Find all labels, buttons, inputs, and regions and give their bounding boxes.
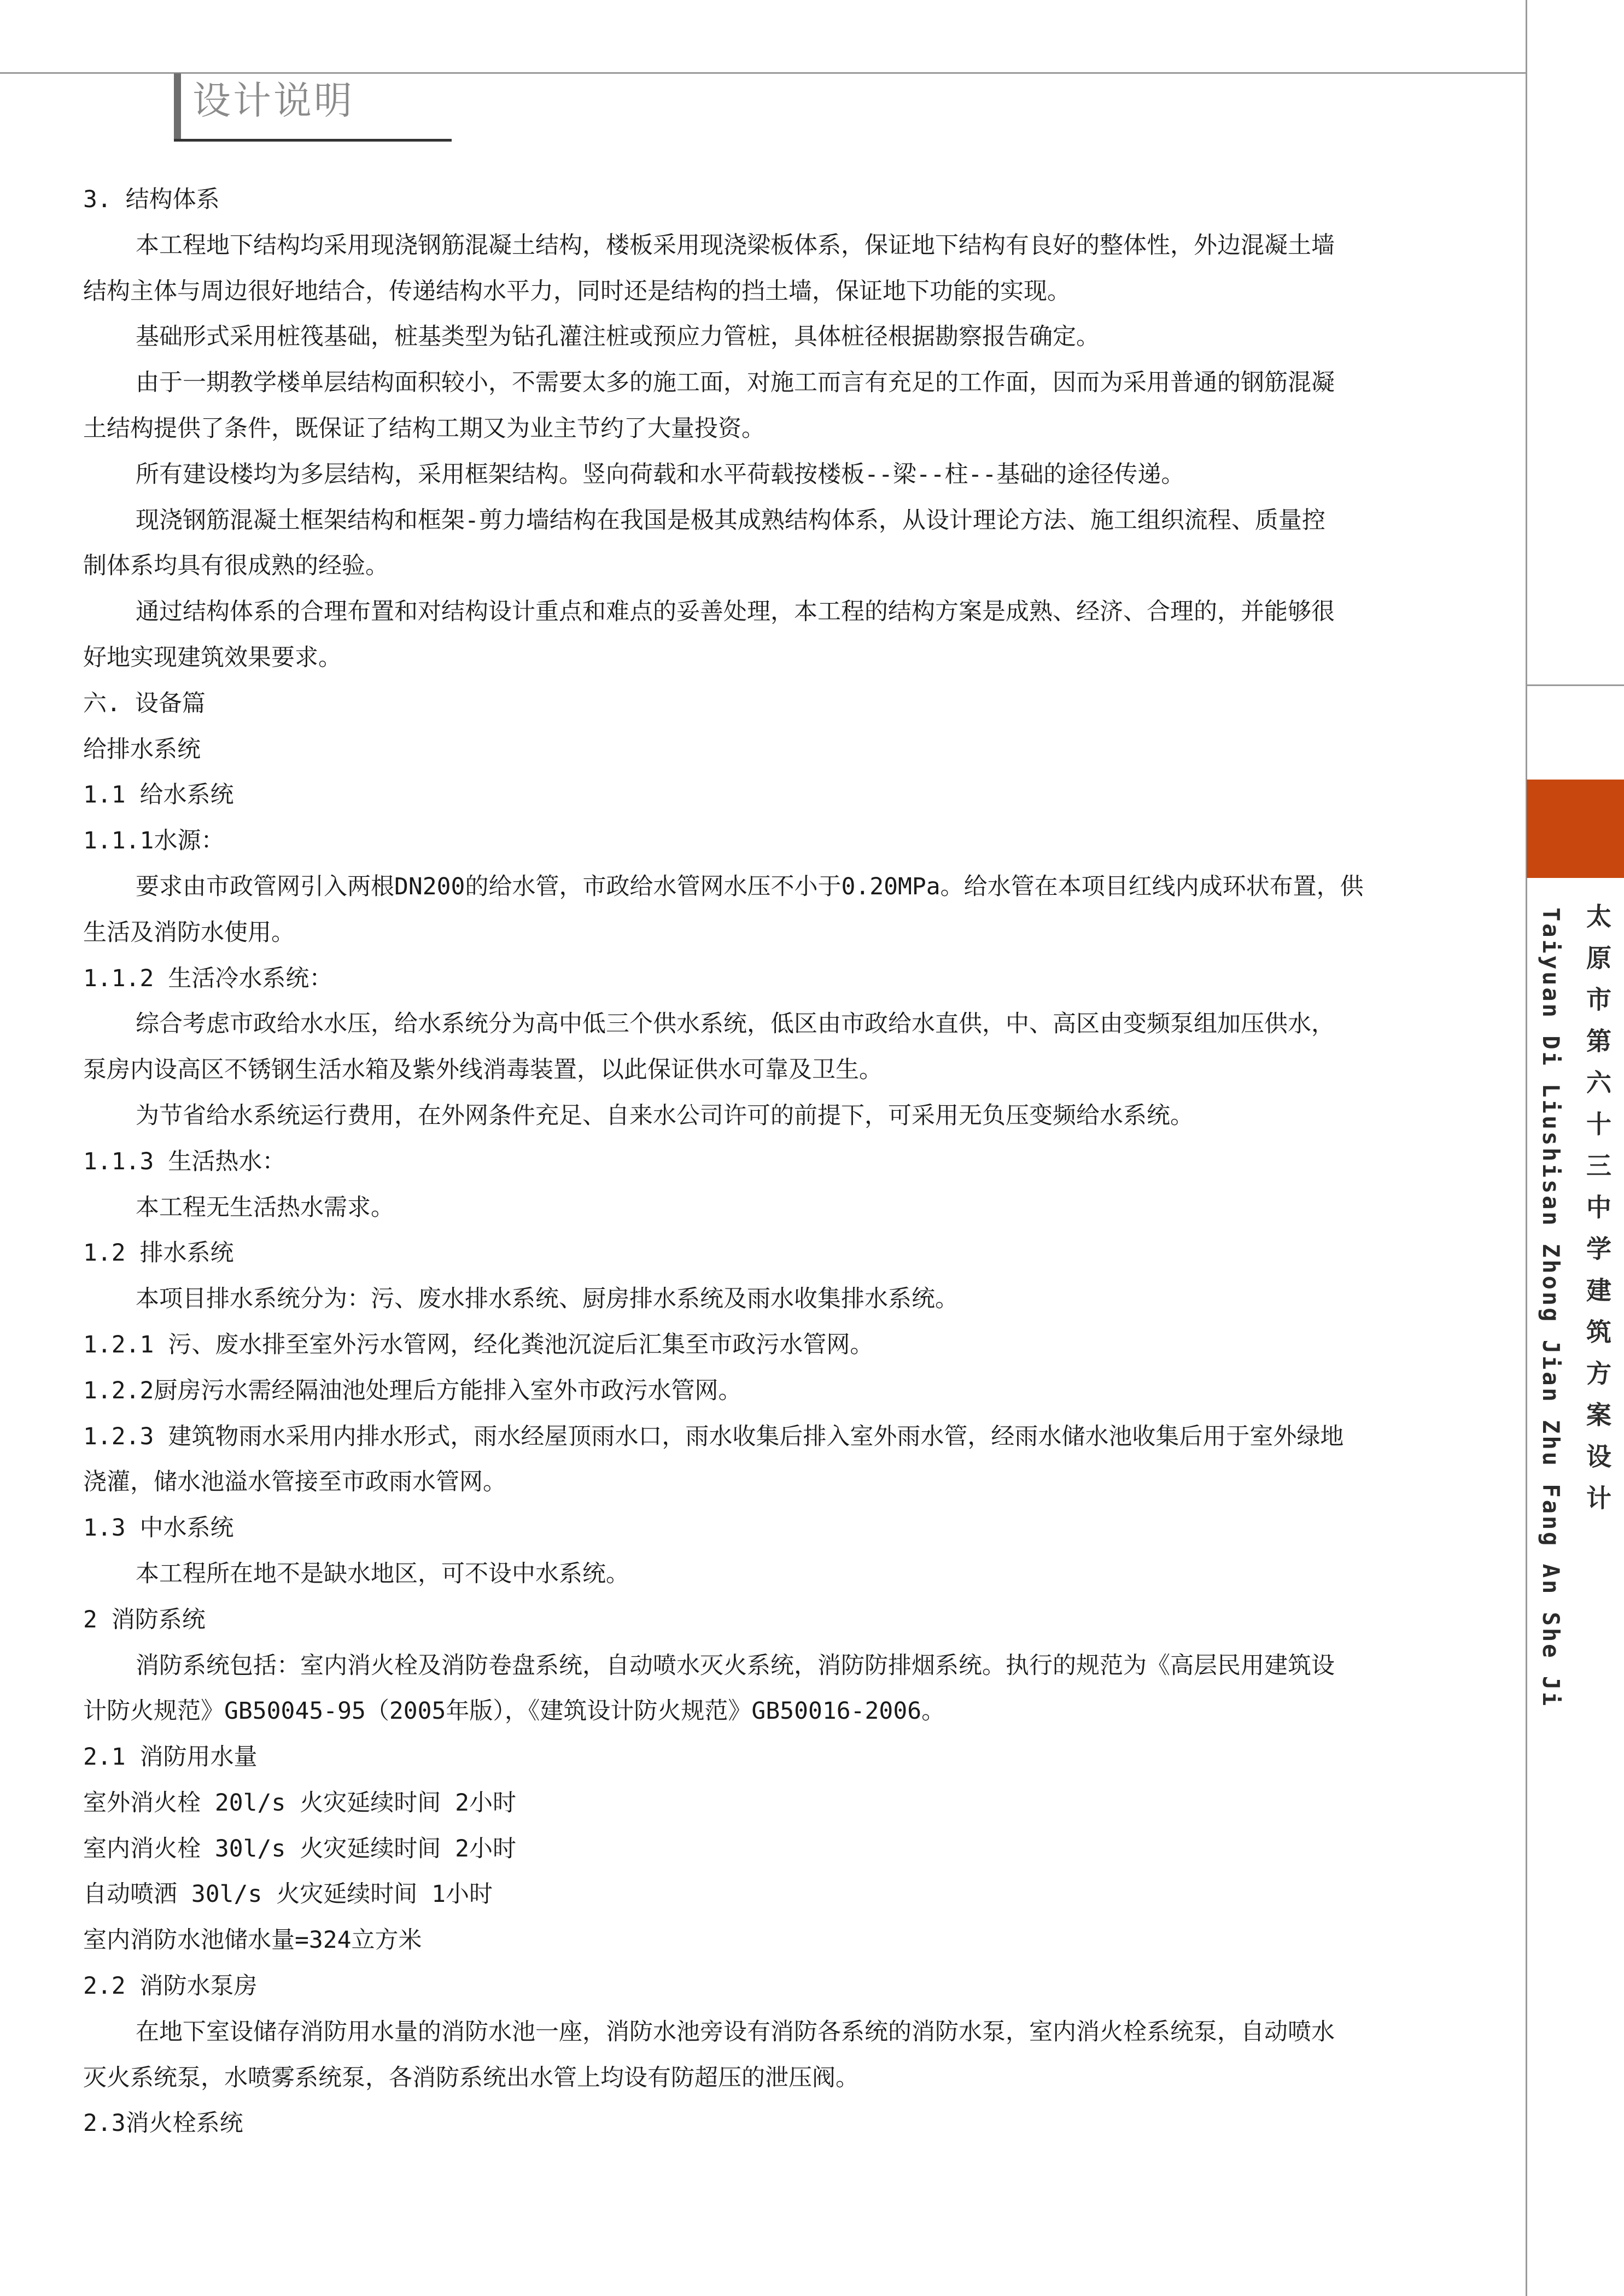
text-line: 好地实现建筑效果要求。 (83, 643, 342, 671)
text-line: 1.2.1 污、废水排至室外污水管网，经化粪池沉淀后汇集至市政污水管网。 (83, 1331, 874, 1358)
body-text (83, 177, 1483, 2147)
text-line: 给排水系统 (83, 735, 201, 763)
text-line: 2.3消火栓系统 (83, 2110, 243, 2137)
text-line: 为节省给水系统运行费用，在外网条件充足、自来水公司许可的前提下，可采用无负压变频给水系统。 (136, 1102, 1194, 1129)
sidebar-accent-block (1527, 780, 1624, 878)
text-line: 在地下室设储存消防用水量的消防水池一座，消防水池旁设有消防各系统的消防水泵，室内消火栓系统泵，自动喷水 (136, 2018, 1335, 2046)
text-line: 由于一期教学楼单层结构面积较小，不需要太多的施工面，对施工而言有充足的工作面，因而为采用普通的钢筋混凝 (136, 369, 1335, 397)
text-line: 六. 设备篇 (83, 689, 206, 717)
text-line: 本工程无生活热水需求。 (136, 1193, 394, 1221)
text-line: 生活及消防水使用。 (83, 918, 295, 946)
title-marker (174, 73, 181, 141)
text-line: 1.1 给水系统 (83, 781, 234, 809)
text-line: 2 消防系统 (83, 1606, 206, 1633)
text-line: 2.1 消防用水量 (83, 1743, 258, 1771)
text-line: 制体系均具有很成熟的经验。 (83, 552, 389, 580)
text-line: 1.2 排水系统 (83, 1239, 234, 1267)
text-line: 1.2.2厨房污水需经隔油池处理后方能排入室外市政污水管网。 (83, 1377, 742, 1404)
text-line: 土结构提供了条件，既保证了结构工期又为业主节约了大量投资。 (83, 414, 765, 442)
text-line: 2.2 消防水泵房 (83, 1972, 258, 2000)
text-line: 1.1.1水源： (83, 827, 225, 855)
text-line: 本工程所在地不是缺水地区，可不设中水系统。 (136, 1560, 629, 1588)
text-line: 现浇钢筋混凝土框架结构和框架-剪力墙结构在我国是极其成熟结构体系，从设计理论方法、施工组织流程、质量控 (136, 506, 1325, 534)
text-line: 综合考虑市政给水水压，给水系统分为高中低三个供水系统，低区由市政给水直供，中、高区由变频泵组加压供水， (136, 1010, 1335, 1038)
text-line: 室外消火栓 20l/s 火灾延续时间 2小时 (83, 1789, 516, 1817)
text-line: 本工程地下结构均采用现浇钢筋混凝土结构，楼板采用现浇梁板体系，保证地下结构有良好的整体性，外边混凝土墙 (136, 231, 1335, 259)
text-line: 3. 结构体系 (83, 186, 220, 213)
text-line: 室内消火栓 30l/s 火灾延续时间 2小时 (83, 1835, 516, 1862)
text-line: 结构主体与周边很好地结合，传递结构水平力，同时还是结构的挡土墙，保证地下功能的实现。 (83, 277, 1071, 305)
text-line: 1.3 中水系统 (83, 1514, 234, 1542)
text-line: 1.2.3 建筑物雨水采用内排水形式，雨水经屋顶雨水口，雨水收集后排入室外雨水管，经雨水储水池收集后用于室外绿地 (83, 1422, 1344, 1450)
text-line: 通过结构体系的合理布置和对结构设计重点和难点的妥善处理，本工程的结构方案是成熟、经济、合理的，并能够很 (136, 598, 1335, 626)
text-line: 1.1.2 生活冷水系统： (83, 964, 333, 992)
text-line: 本项目排水系统分为：污、废水排水系统、厨房排水系统及雨水收集排水系统。 (136, 1285, 959, 1313)
text-line: 浇灌，储水池溢水管接至市政雨水管网。 (83, 1468, 506, 1496)
text-line: 泵房内设高区不锈钢生活水箱及紫外线消毒装置，以此保证供水可靠及卫生。 (83, 1056, 883, 1084)
text-line: 1.1.3 生活热水： (83, 1147, 286, 1175)
text-line: 要求由市政管网引入两根DN200的给水管，市政给水管网水压不小于0.20MPa。给水管在本项目红线内成环状布置，供 (136, 872, 1364, 900)
sidebar-pinyin-title: Taiyuan Di Liushisan Zhong Jian Zhu Fang An She Ji (1538, 907, 1564, 1708)
text-line: 计防火规范》GB50045-95（2005年版），《建筑设计防火规范》GB50016-2006。 (83, 1697, 945, 1725)
sidebar-chinese-title: 太原市第六十三中学建筑方案设计 (1582, 903, 1612, 1526)
title-underline (174, 139, 452, 142)
text-line: 灭火系统泵，水喷雾系统泵，各消防系统出水管上均设有防超压的泄压阀。 (83, 2064, 859, 2092)
page-title: 设计说明 (192, 78, 354, 123)
text-line: 自动喷洒 30l/s 火灾延续时间 1小时 (83, 1881, 493, 1908)
text-line: 消防系统包括：室内消火栓及消防卷盘系统，自动喷水灭火系统，消防防排烟系统。执行的规范为《高层民用建筑设 (136, 1651, 1335, 1679)
text-line: 室内消防水池储水量=324立方米 (83, 1926, 422, 1954)
text-line: 所有建设楼均为多层结构，采用框架结构。竖向荷载和水平荷载按楼板--梁--柱--基础的途径传递。 (136, 460, 1185, 488)
text-line: 基础形式采用桩筏基础，桩基类型为钻孔灌注桩或预应力管桩，具体桩径根据勘察报告确定。 (136, 323, 1100, 351)
